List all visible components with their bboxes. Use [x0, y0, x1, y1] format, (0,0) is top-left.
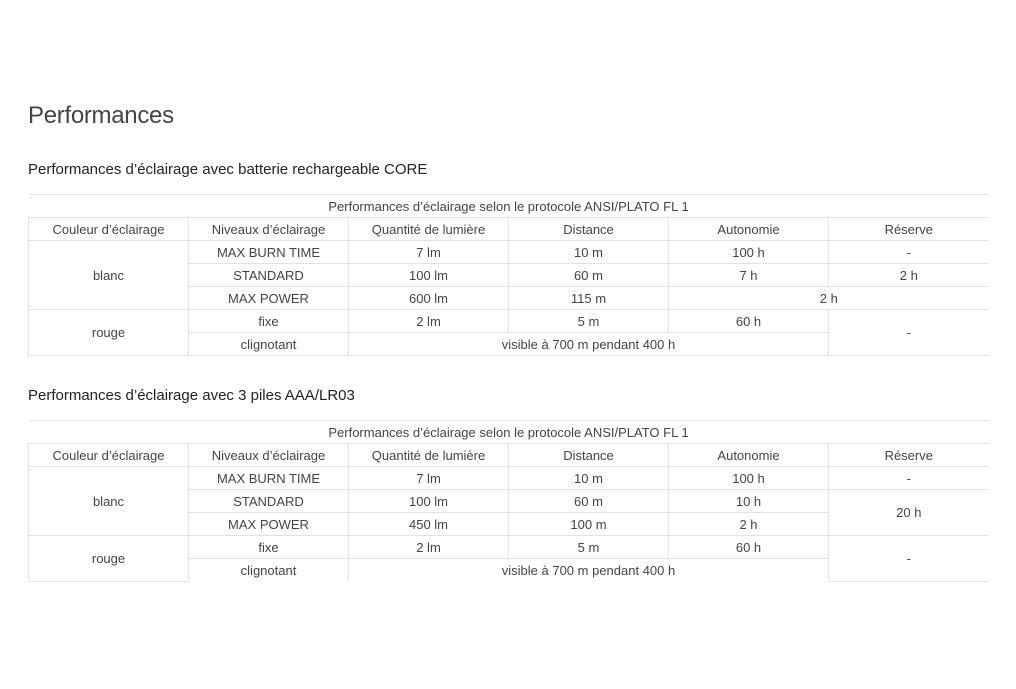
autonomy-reserve-cell: 2 h: [669, 287, 989, 310]
quantity-cell: 100 lm: [349, 490, 509, 513]
level-cell: fixe: [189, 310, 349, 333]
header-cell: Distance: [509, 218, 669, 241]
performance-table-aaa-batteries: [28, 420, 989, 582]
header-cell: Quantité de lumière: [349, 218, 509, 241]
level-cell: clignotant: [189, 559, 349, 582]
quantity-cell: 2 lm: [349, 310, 509, 333]
autonomy-cell: 60 h: [669, 310, 829, 333]
distance-cell: 5 m: [509, 310, 669, 333]
quantity-cell: 450 lm: [349, 513, 509, 536]
level-cell: MAX BURN TIME: [189, 467, 349, 490]
autonomy-cell: 10 h: [669, 490, 829, 513]
table-row: [29, 467, 989, 490]
table-caption: Performances d’éclairage selon le protocole ANSI/PLATO FL 1: [29, 195, 989, 218]
table-header-row: [29, 218, 989, 241]
table-row: [29, 310, 989, 333]
reserve-cell: -: [829, 467, 989, 490]
header-cell: Niveaux d’éclairage: [189, 444, 349, 467]
quantity-cell: 7 lm: [349, 467, 509, 490]
level-cell: fixe: [189, 536, 349, 559]
level-cell: STANDARD: [189, 490, 349, 513]
reserve-cell: -: [829, 241, 989, 264]
reserve-cell: -: [829, 310, 989, 356]
header-cell: Couleur d’éclairage: [29, 218, 189, 241]
distance-cell: 10 m: [509, 241, 669, 264]
level-cell: MAX POWER: [189, 513, 349, 536]
section-title-core-battery: Performances d’éclairage avec batterie rechargeable CORE: [28, 161, 428, 178]
level-cell: clignotant: [189, 333, 349, 356]
table-caption-row: [29, 421, 989, 444]
header-cell: Autonomie: [669, 218, 829, 241]
header-cell: Couleur d’éclairage: [29, 444, 189, 467]
table-header-row: [29, 444, 989, 467]
table-caption-row: [29, 195, 989, 218]
level-cell: MAX POWER: [189, 287, 349, 310]
header-cell: Réserve: [829, 218, 989, 241]
distance-cell: 5 m: [509, 536, 669, 559]
performance-table-core-battery: [28, 194, 989, 356]
distance-cell: 60 m: [509, 264, 669, 287]
reserve-cell: 2 h: [829, 264, 989, 287]
level-cell: MAX BURN TIME: [189, 241, 349, 264]
autonomy-cell: 100 h: [669, 241, 829, 264]
distance-cell: 115 m: [509, 287, 669, 310]
header-cell: Autonomie: [669, 444, 829, 467]
page-title: Performances: [28, 102, 174, 129]
merged-visibility-cell: visible à 700 m pendant 400 h: [349, 333, 829, 356]
header-cell: Quantité de lumière: [349, 444, 509, 467]
distance-cell: 100 m: [509, 513, 669, 536]
color-cell-blanc: blanc: [29, 467, 189, 536]
section-title-aaa-batteries: Performances d’éclairage avec 3 piles AAA/LR03: [28, 387, 355, 404]
merged-visibility-cell: visible à 700 m pendant 400 h: [349, 559, 829, 582]
table-row: [29, 536, 989, 559]
autonomy-cell: 100 h: [669, 467, 829, 490]
header-cell: Niveaux d’éclairage: [189, 218, 349, 241]
quantity-cell: 100 lm: [349, 264, 509, 287]
reserve-cell: -: [829, 536, 989, 582]
header-cell: Réserve: [829, 444, 989, 467]
autonomy-cell: 2 h: [669, 513, 829, 536]
color-cell-rouge: rouge: [29, 536, 189, 582]
distance-cell: 10 m: [509, 467, 669, 490]
autonomy-cell: 60 h: [669, 536, 829, 559]
color-cell-rouge: rouge: [29, 310, 189, 356]
table-caption: Performances d’éclairage selon le protocole ANSI/PLATO FL 1: [29, 421, 989, 444]
autonomy-cell: 7 h: [669, 264, 829, 287]
header-cell: Distance: [509, 444, 669, 467]
level-cell: STANDARD: [189, 264, 349, 287]
quantity-cell: 7 lm: [349, 241, 509, 264]
color-cell-blanc: blanc: [29, 241, 189, 310]
distance-cell: 60 m: [509, 490, 669, 513]
quantity-cell: 2 lm: [349, 536, 509, 559]
quantity-cell: 600 lm: [349, 287, 509, 310]
table-row: [29, 241, 989, 264]
reserve-cell: 20 h: [829, 490, 989, 536]
